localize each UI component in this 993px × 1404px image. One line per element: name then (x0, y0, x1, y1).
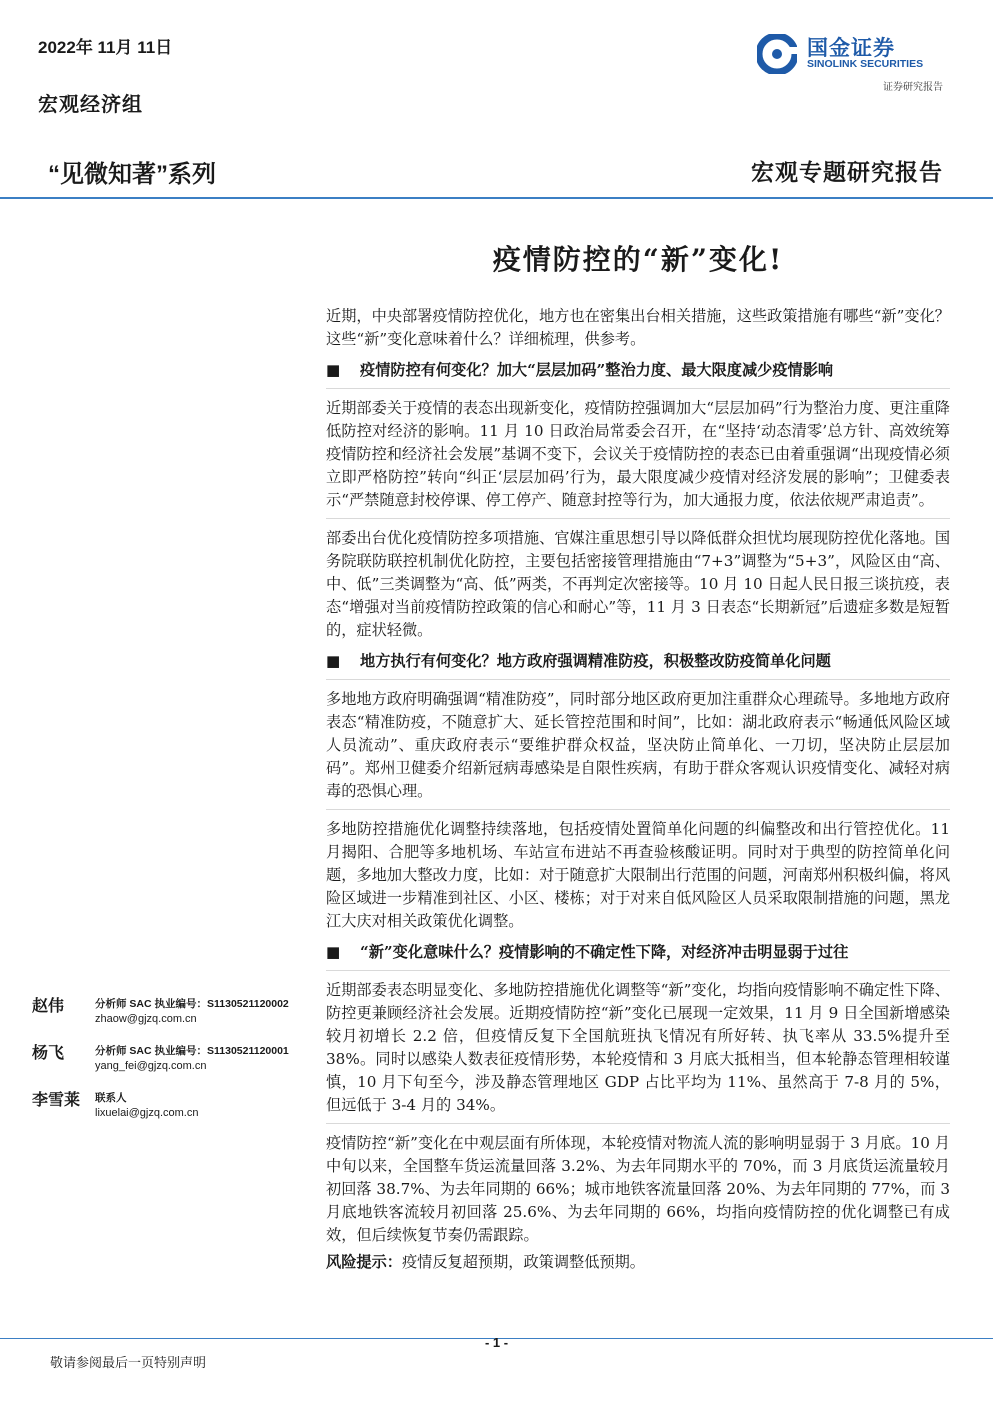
paragraph-divider (326, 518, 950, 519)
section-heading-text: 地方执行有何变化？地方政府强调精准防疫，积极整改防疫简单化问题 (360, 652, 831, 670)
logo-text-cn: 国金证券 (807, 37, 895, 60)
header-divider (0, 197, 993, 199)
section-1 (326, 359, 950, 642)
analyst-role: 联系人 (95, 1092, 127, 1104)
disclaimer-note: 敬请参阅最后一页特别声明 (50, 1356, 207, 1371)
report-body (326, 305, 950, 1274)
analyst-role: 分析师 SAC 执业编号：S1130521120002 (95, 998, 289, 1010)
bullet-icon: ■ (326, 652, 341, 670)
report-date: 2022年 11月 11日 (38, 38, 173, 57)
analyst-name: 杨飞 (32, 1043, 65, 1062)
logo-text-en: SINOLINK SECURITIES (807, 58, 924, 70)
section-3 (326, 941, 950, 1247)
section-divider (326, 679, 950, 680)
analyst-card (32, 1087, 302, 1127)
analyst-name: 李雪莱 (32, 1090, 81, 1109)
bullet-icon: ■ (326, 361, 341, 379)
company-logo (757, 30, 947, 76)
report-type: 宏观专题研究报告 (751, 159, 943, 186)
research-group: 宏观经济组 (38, 92, 143, 116)
series-name: “见微知著”系列 (48, 161, 216, 188)
risk-text: 疫情反复超预期，政策调整低预期。 (401, 1253, 645, 1271)
page-number: - 1 - (484, 1335, 509, 1350)
body-paragraph: 疫情防控“新”变化在中观层面有所体现，本轮疫情对物流人流的影响明显弱于 3 月底。10 月中旬以来，全国整车货运流量回落 3.2%、为去年同期水平的 70%，而 3 月底货运流量较月初回落 38.7%、为去年同期的 66%；城市地铁客流量回落 20%、为去年同期的 77%，而 3 月底地铁客流较月初回落 25.6%、为去年同期的 66%，均指向疫情防控的优化调整已有成效，但后续恢复节奏仍需跟踪。 (326, 1134, 950, 1244)
section-heading (326, 359, 950, 382)
body-paragraph: 近期部委关于疫情的表态出现新变化，疫情防控强调加大“层层加码”行为整治力度、更注重降低防控对经济的影响。11 月 10 日政治局常委会召开，在“坚持‘动态清零’总方针、高效统筹疫情防控和经济社会发展”基调不变下，会议关于疫情防控的表态已由着重强调“出现疫情必须立即严格防控”转向“纠正‘层层加码’行为，最大限度减少疫情对经济发展的影响”；卫健委表示“严禁随意封校停课、停工停产、随意封控等行为，加大通报力度，依法依规严肃追责”。 (326, 399, 950, 509)
bullet-icon: ■ (326, 943, 341, 961)
logo-mark-icon (757, 34, 797, 74)
section-divider (326, 970, 950, 971)
section-heading (326, 941, 950, 964)
section-heading (326, 650, 950, 673)
section-heading-text: 疫情防控有何变化？加大“层层加码”整治力度、最大限度减少疫情影响 (360, 361, 834, 379)
body-paragraph: 多地防控措施优化调整持续落地，包括疫情处置简单化问题的纠偏整改和出行管控优化。11 月揭阳、合肥等多地机场、车站宣布进站不再查验核酸证明。同时对于典型的防控简单化问题，多地加大整改力度，比如：对于随意扩大限制出行范围的问题，河南郑州积极纠偏，将风险区域进一步精准到社区、小区、楼栋；对于对来自低风险区人员采取限制措施的问题，黑龙江大庆对相关政策优化调整。 (326, 820, 950, 930)
analyst-card (32, 1040, 302, 1080)
analyst-email[interactable]: lixuelai@gjzq.com.cn (95, 1107, 199, 1119)
intro-paragraph: 近期，中央部署疫情防控优化，地方也在密集出台相关措施，这些政策措施有哪些“新”变化？这些“新”变化意味着什么？详细梳理，供参考。 (326, 307, 950, 348)
paragraph-divider (326, 809, 950, 810)
body-paragraph: 部委出台优化疫情防控多项措施、官媒注重思想引导以降低群众担忧均展现防控优化落地。国务院联防联控机制优化防控，主要包括密接管理措施由“7+3”调整为“5+3”，风险区由“高、中、低”三类调整为“高、低”两类，不再判定次密接等。10 月 10 日起人民日报三谈抗疫，表态“增强对当前疫情防控政策的信心和耐心”等，11 月 3 日表态“长期新冠”后遗症多数是短暂的，症状轻微。 (326, 529, 950, 639)
analyst-role: 分析师 SAC 执业编号：S1130521120001 (95, 1045, 289, 1057)
risk-label: 风险提示： (326, 1253, 402, 1271)
report-title: 疫情防控的“新”变化! (492, 243, 784, 276)
analyst-email[interactable]: yang_fei@gjzq.com.cn (95, 1060, 207, 1072)
logo-subtitle: 证券研究报告 (883, 82, 943, 93)
section-divider (326, 388, 950, 389)
paragraph-divider (326, 1123, 950, 1124)
analyst-name: 赵伟 (32, 996, 65, 1015)
body-paragraph: 近期部委表态明显变化、多地防控措施优化调整等“新”变化，均指向疫情影响不确定性下降、防控更兼顾经济社会发展。近期疫情防控“新”变化已展现一定效果，11 月 9 日全国新增感染较月初增长 2.2 倍，但疫情反复下全国航班执飞情况有所好转、执飞率从 33.5%提升至 38%。同时以感染人数表征疫情形势，本轮疫情和 3 月底大抵相当，但本轮静态管理相较谨慎，10 月下旬至今，涉及静态管理地区 GDP 占比平均为 11%、虽然高于 7-8 月的 5%，但远低于 3-4 月的 34%。 (326, 981, 950, 1114)
section-2 (326, 650, 950, 933)
analyst-card (32, 993, 302, 1033)
analyst-email[interactable]: zhaow@gjzq.com.cn (95, 1013, 197, 1025)
risk-warning (326, 1251, 950, 1274)
body-paragraph: 多地地方政府明确强调“精准防疫”，同时部分地区政府更加注重群众心理疏导。多地地方政府表态“精准防疫，不随意扩大、延长管控范围和时间”，比如：湖北政府表示“畅通低风险区域人员流动”、重庆政府表示“要维护群众权益，坚决防止简单化、一刀切，坚决防止层层加码”。郑州卫健委介绍新冠病毒感染是自限性疾病，有助于群众客观认识疫情变化、减轻对病毒的恐惧心理。 (326, 690, 950, 800)
section-heading-text: “新”变化意味什么？疫情影响的不确定性下降，对经济冲击明显弱于过往 (360, 943, 849, 961)
